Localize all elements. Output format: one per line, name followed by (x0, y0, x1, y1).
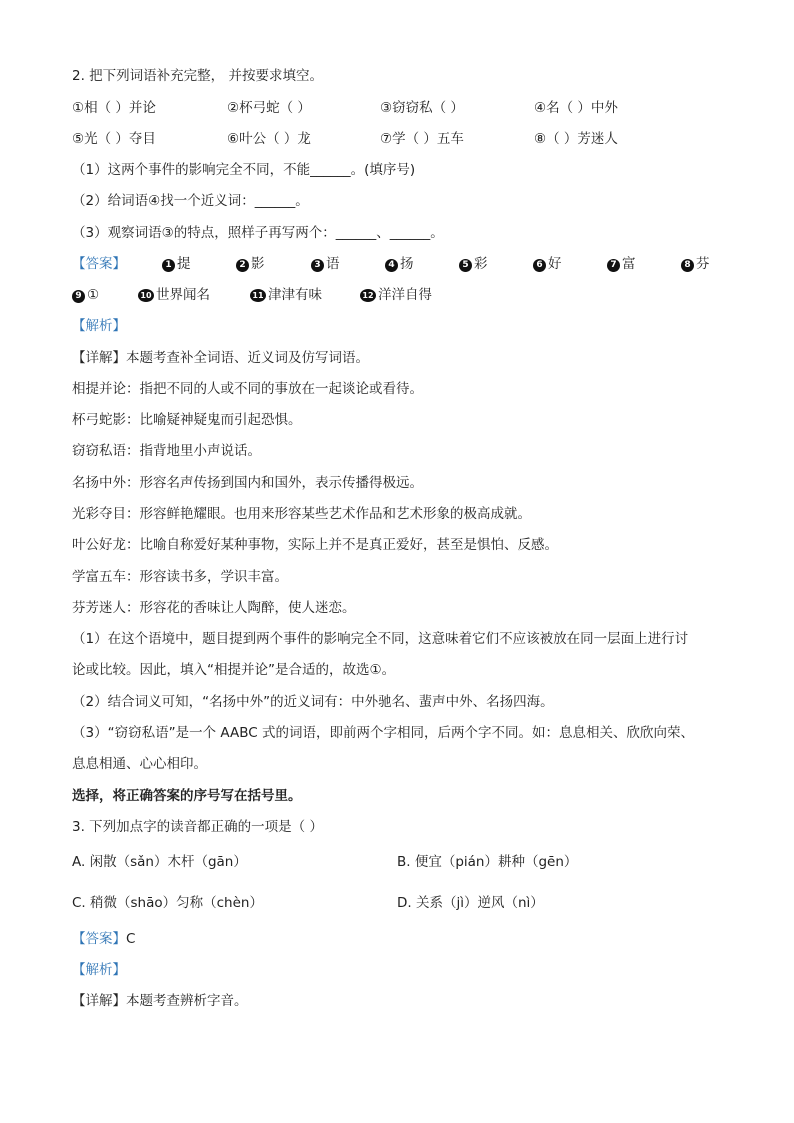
answer-number: 5 (459, 259, 472, 272)
explanation-line: 光彩夺目：形容鲜艳耀眼。也用来形容某些艺术作品和艺术形象的极高成就。 (72, 506, 531, 522)
q2-item-7: ⑦学（ ）五车 (380, 131, 464, 147)
answer-item: 7 富 (607, 254, 636, 274)
q2-analysis-label: 【解析】 (72, 318, 126, 334)
q2-item-4: ④名（ ）中外 (534, 100, 618, 116)
answer-item: 10 世界闻名 (138, 285, 210, 305)
answer-number: 9 (72, 290, 85, 303)
q3-option-b: B. 便宜（pián）耕种（gēn） (397, 854, 578, 870)
explanation-line: 相提并论：指把不同的人或不同的事放在一起谈论或看待。 (72, 381, 423, 397)
answer-item: 3 语 (311, 254, 340, 274)
answer-number: 11 (250, 289, 266, 302)
explanation-line: 窃窃私语：指背地里小声说话。 (72, 443, 261, 459)
answer-item: 11 津津有味 (250, 285, 322, 305)
answer-number: 4 (385, 259, 398, 272)
explanation-1-cont: 论或比较。因此，填入“相提并论”是合适的，故选①。 (72, 662, 396, 678)
q3-option-d: D. 关系（jì）逆风（nì） (397, 895, 544, 911)
explanation-line: 叶公好龙：比喻自称爱好某种事物，实际上并不是真正爱好，甚至是惧怕、反感。 (72, 537, 558, 553)
explanation-line: 名扬中外：形容名声传扬到国内和国外，表示传播得极远。 (72, 475, 423, 491)
answer-item: 5 彩 (459, 254, 488, 274)
section-heading: 选择，将正确答案的序号写在括号里。 (72, 788, 302, 804)
answer-number: 2 (236, 259, 249, 272)
answer-item: 2 影 (236, 254, 265, 274)
q3-detail: 【详解】本题考查辨析字音。 (72, 993, 248, 1009)
answer-number: 3 (311, 259, 324, 272)
q3-analysis-label: 【解析】 (72, 962, 126, 978)
q3-stem: 3. 下列加点字的读音都正确的一项是（ ） (72, 819, 323, 835)
q2-sub-1: （1）这两个事件的影响完全不同，不能______。(填序号) (72, 162, 416, 178)
explanation-3: （3）“窃窃私语”是一个 AABC 式的词语，即前两个字相同，后两个字不同。如：息息相关、欣欣向荣、 (72, 725, 694, 741)
explanation-1: （1）在这个语境中，题目提到两个事件的影响完全不同，这意味着它们不应该被放在同一层面上进行讨 (72, 631, 689, 647)
explanation-line: 学富五车：形容读书多，学识丰富。 (72, 569, 288, 585)
q3-answer-value: C (126, 931, 136, 947)
q2-detail: 【详解】本题考查补全词语、近义词及仿写词语。 (72, 350, 369, 366)
q2-item-6: ⑥叶公（ ）龙 (227, 131, 311, 147)
answer-number: 10 (138, 289, 154, 302)
answer-number: 8 (681, 259, 694, 272)
q2-item-3: ③窃窃私（ ） (380, 100, 464, 116)
q2-stem: 2. 把下列词语补充完整， 并按要求填空。 (72, 68, 323, 84)
answer-number: 6 (533, 259, 546, 272)
answer-number: 1 (162, 259, 175, 272)
answer-item: 12 洋洋自得 (360, 285, 432, 305)
answer-item: 9 ① (72, 285, 99, 305)
q3-option-a: A. 闲散（sǎn）木杆（gān） (72, 854, 247, 870)
q3-option-c: C. 稍微（shāo）匀称（chèn） (72, 895, 263, 911)
explanation-2: （2）结合词义可知，“名扬中外”的近义词有：中外驰名、蜚声中外、名扬四海。 (72, 694, 554, 710)
q2-sub-2: （2）给词语④找一个近义词：______。 (72, 193, 309, 209)
answer-item: 4 扬 (385, 254, 414, 274)
explanation-line: 杯弓蛇影：比喻疑神疑鬼而引起恐惧。 (72, 412, 302, 428)
q2-item-1: ①相（ ）并论 (72, 100, 156, 116)
answer-number: 7 (607, 259, 620, 272)
q2-sub-3: （3）观察词语③的特点，照样子再写两个：______、______。 (72, 225, 444, 241)
answer-item: 6 好 (533, 254, 562, 274)
explanation-3-cont: 息息相通、心心相印。 (72, 756, 207, 772)
q2-item-2: ②杯弓蛇（ ） (227, 100, 311, 116)
answer-item: 8 芬 (681, 254, 710, 274)
q2-answer-label: 【答案】 (72, 256, 126, 272)
q2-item-5: ⑤光（ ）夺目 (72, 131, 156, 147)
q3-answer-label: 【答案】 (72, 931, 126, 947)
q2-item-8: ⑧（ ）芳迷人 (534, 131, 618, 147)
answer-item: 1 提 (162, 254, 191, 274)
q3-answer (72, 929, 135, 949)
answer-number: 12 (360, 289, 376, 302)
explanation-line: 芬芳迷人：形容花的香味让人陶醉，使人迷恋。 (72, 600, 356, 616)
